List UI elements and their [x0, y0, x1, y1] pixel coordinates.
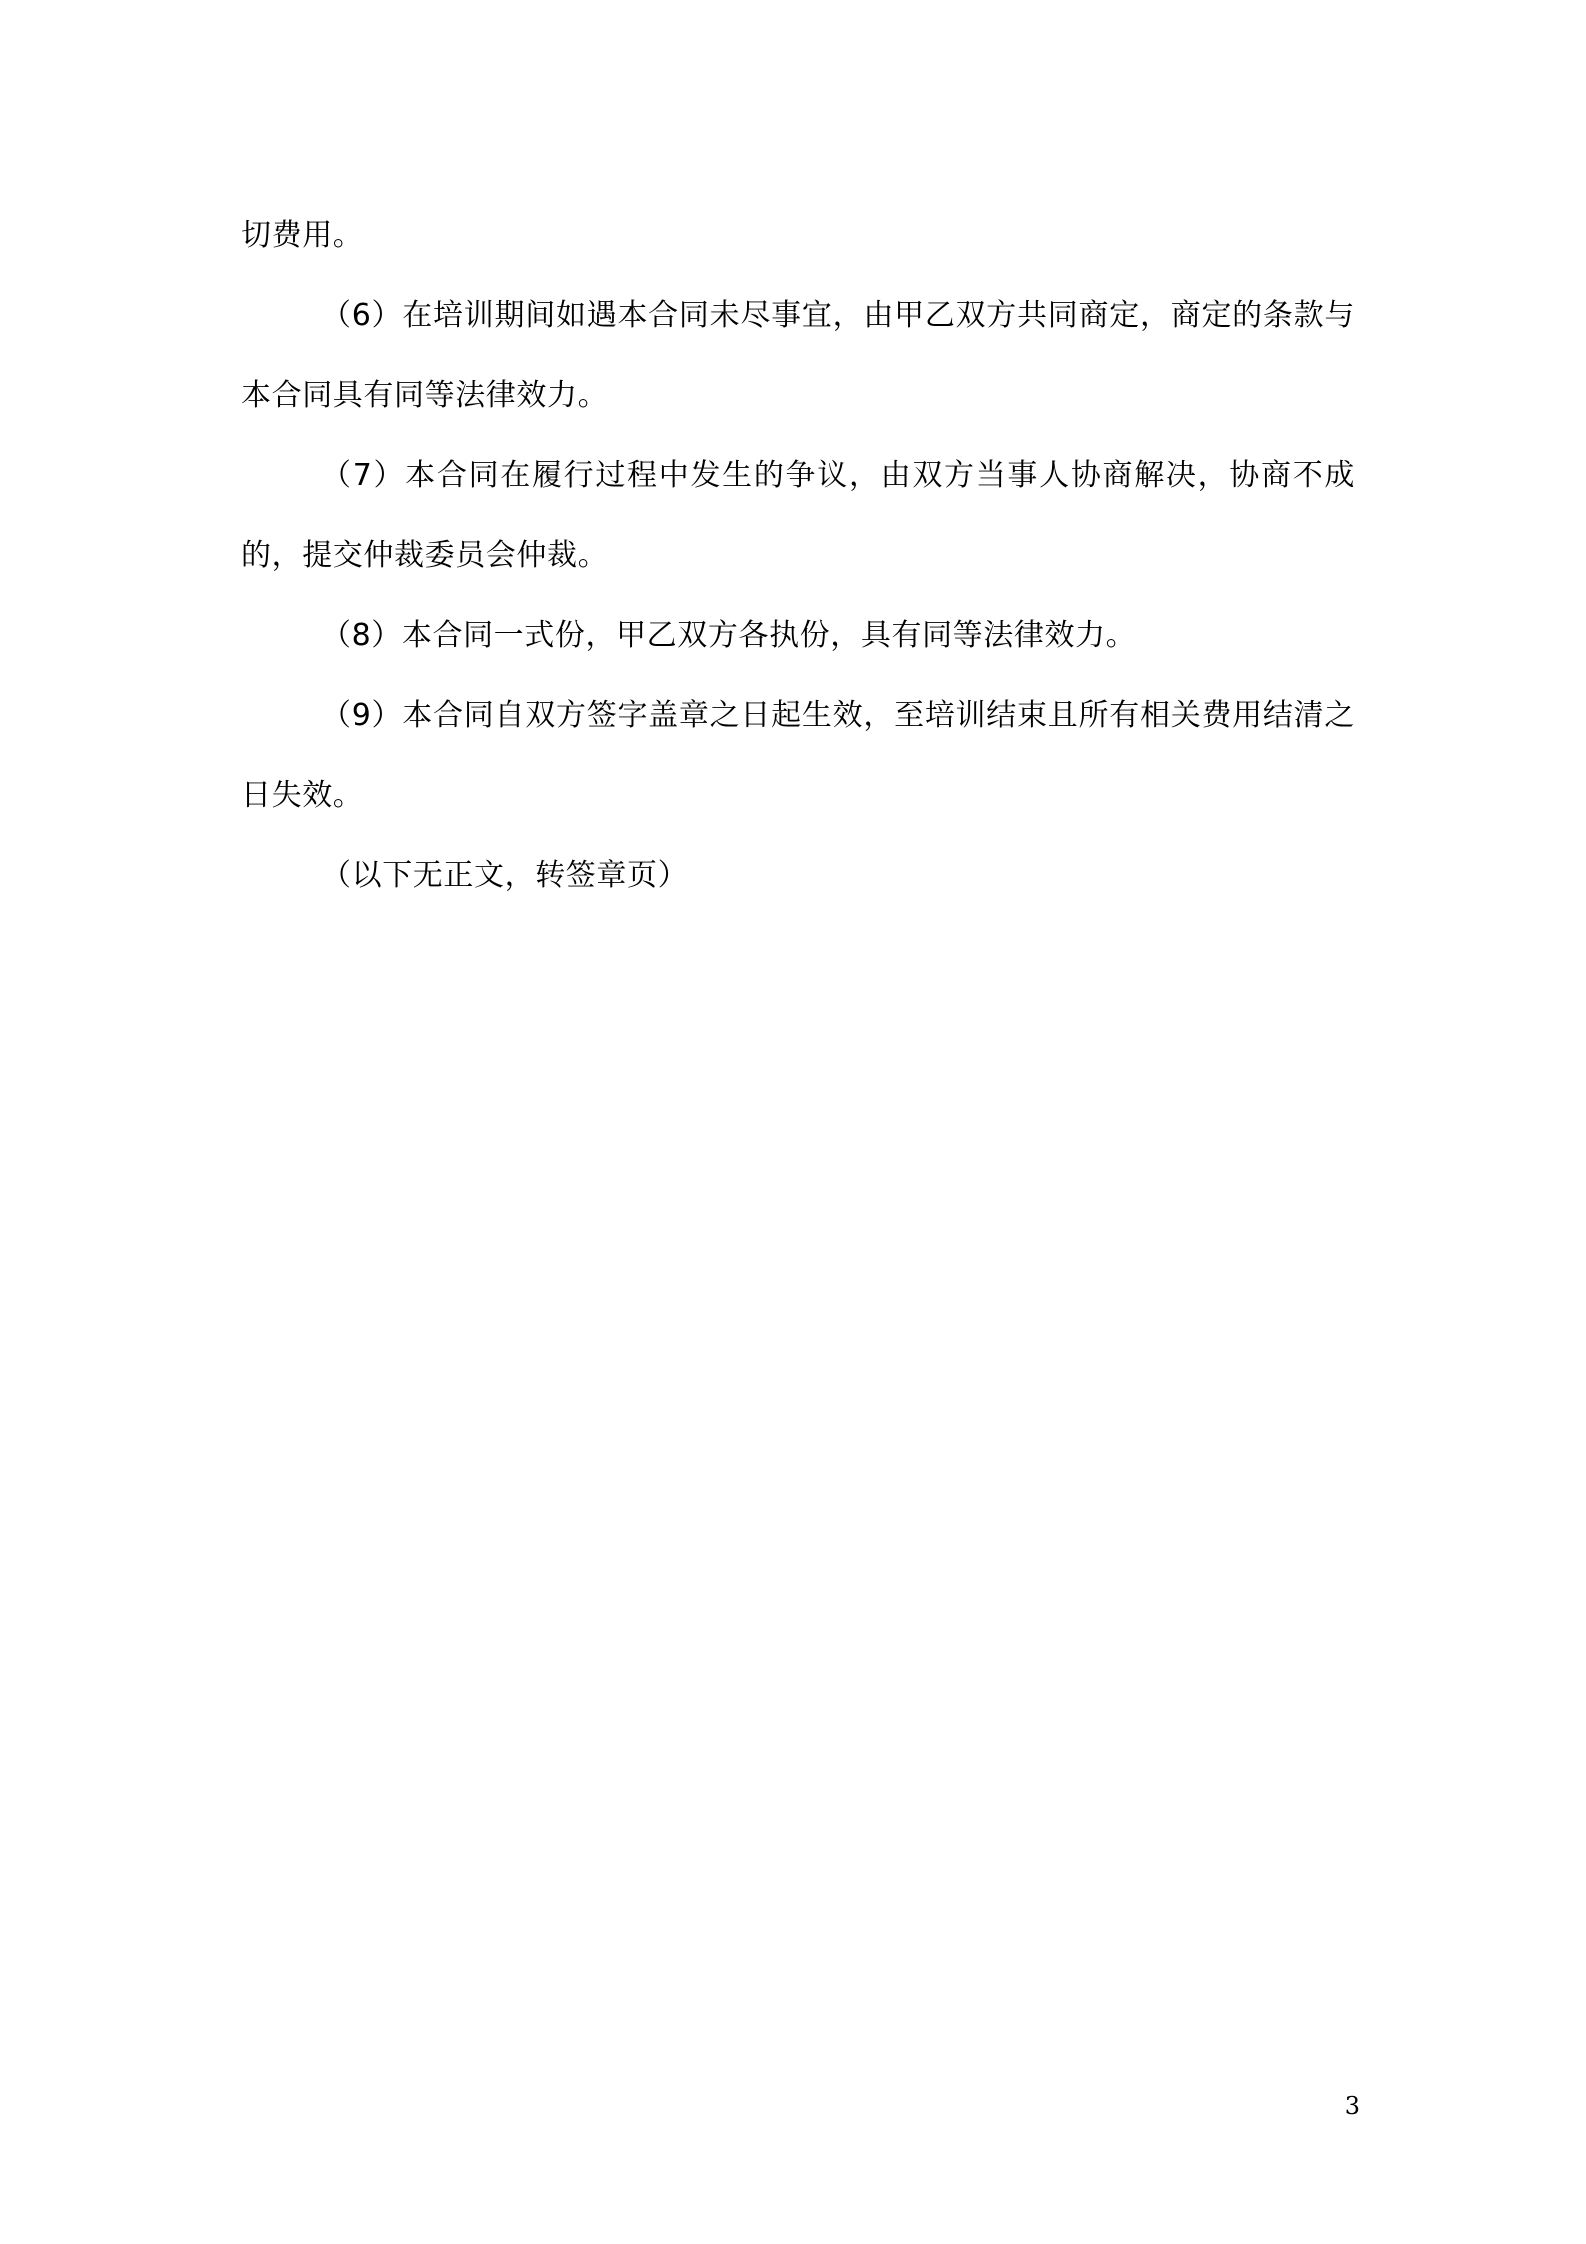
document-body [241, 196, 1355, 916]
paragraph-continuation: 切费用。 [241, 218, 364, 253]
clause-6: （6）在培训期间如遇本合同未尽事宜，由甲乙双方共同商定，商定的条款与本合同具有同等法律效力。 [241, 298, 1355, 413]
page-number: 3 [1344, 2092, 1360, 2120]
clause-7: （7）本合同在履行过程中发生的争议，由双方当事人协商解决，协商不成的，提交仲裁委员会仲裁。 [241, 458, 1355, 573]
clause-8: （8）本合同一式份，甲乙双方各执份，具有同等法律效力。 [321, 618, 1137, 653]
clause-9: （9）本合同自双方签字盖章之日起生效，至培训结束且所有相关费用结清之日失效。 [241, 698, 1355, 813]
end-of-text-note: （以下无正文，转签章页） [321, 858, 689, 893]
